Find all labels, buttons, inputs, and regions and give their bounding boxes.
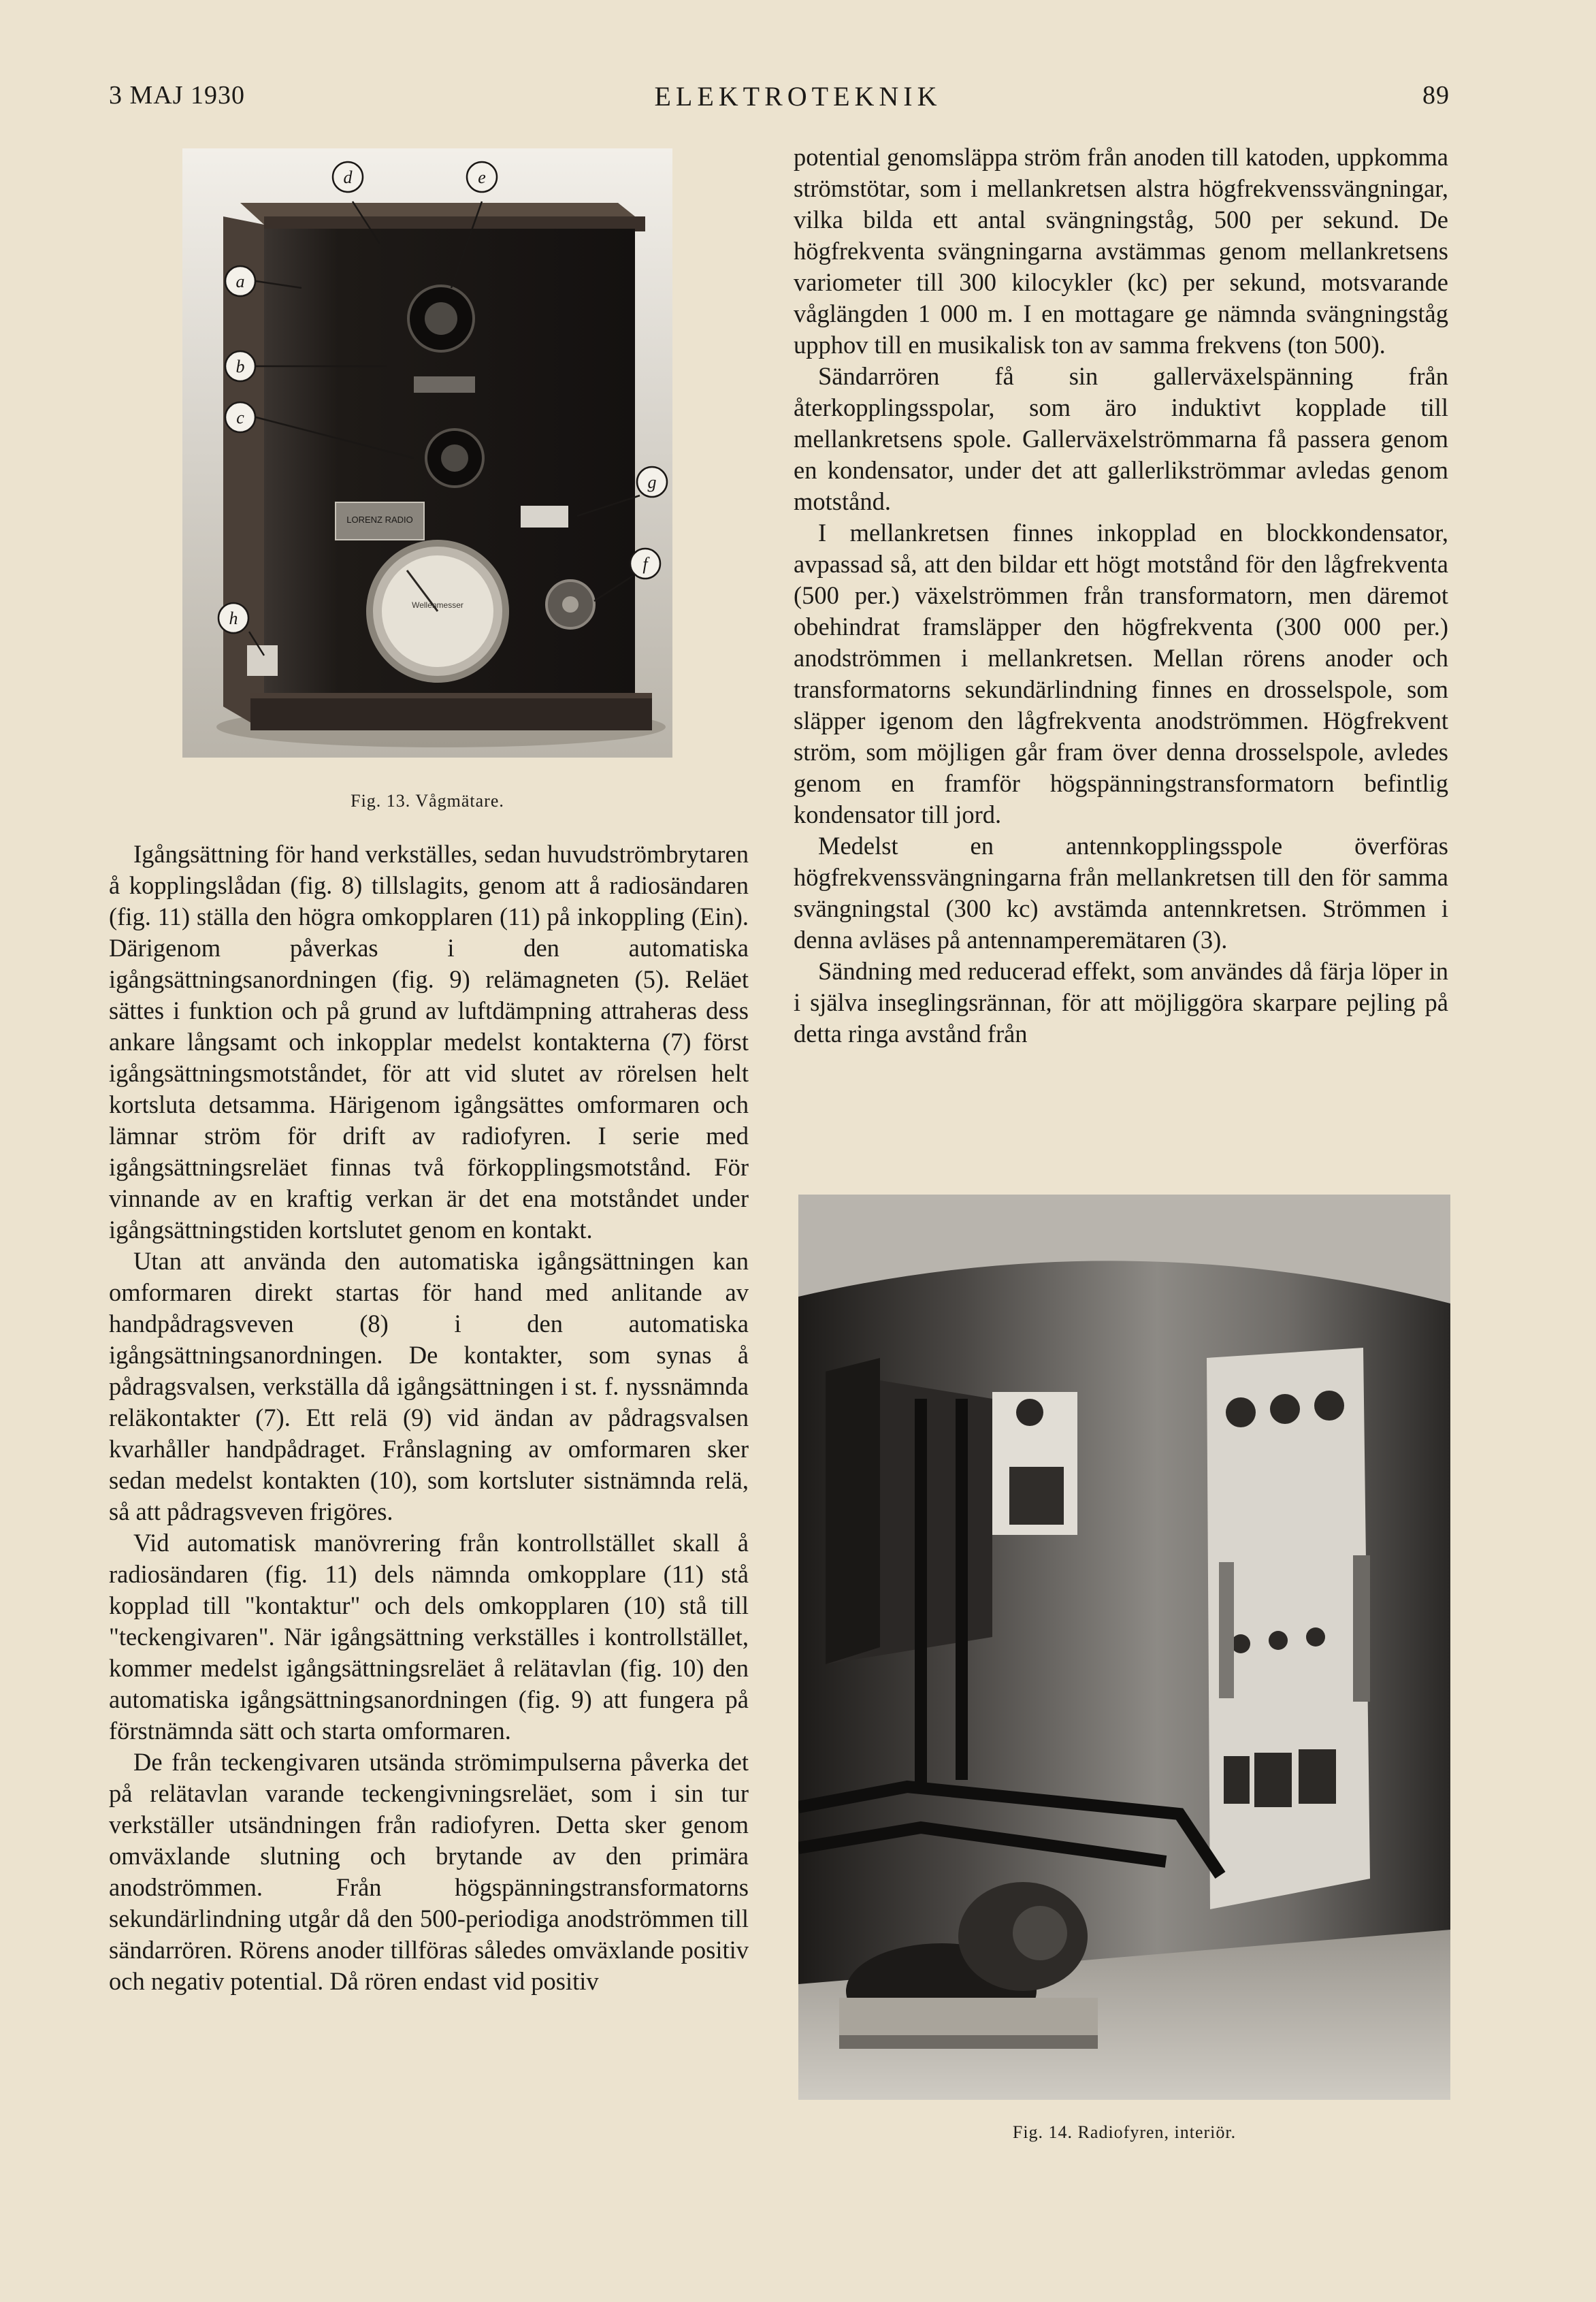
header-journal-title: ELEKTROTEKNIK	[654, 81, 942, 112]
paragraph: Igångsättning för hand verkställes, sedan huvudströmbrytaren å kopplingslådan (fig. 8) tillslagits, genom att å radiosändaren (fig. 11) ställa den högra omkopplaren (11) på inkoppling (Ein). Därigenom påverkas i den automatiska igångsättningsanordningen (fig. 9) relämagneten (5). Reläet sättes i funktion och på grund av luftdämpning attraheras dess ankare långsamt och inkopplar medelst kontakterna (7) först igångsättningsmotståndet, för att vid slutet av rörelsen helt kortsluta detsamma. Härigenom igångsättes omformaren och lämnar ström för drift av radiofyren. I serie med igångsättningsreläet finnas två förkopplingsmotstånd. För vinnande av en kraftig verkan är det ena motståndet under igångsättningstiden kortslutet genom en kontakt.	[109, 840, 749, 1244]
label-g: g	[647, 472, 657, 492]
paragraph: Sändarrören få sin gallerväxelspänning från återkopplingsspolar, som äro induktivt kopplade till mellankretsens spole. Gallerväxelströmmarna få passera genom en kondensator, under det att gallerlikströmmar avledas genom motstånd.	[794, 362, 1448, 515]
figure-13-caption: Fig. 13. Vågmätare.	[351, 791, 504, 811]
meter-dial-text: Wellenmesser	[412, 600, 463, 610]
label-a: a	[235, 272, 245, 291]
radio-beacon-interior-illustration	[798, 1195, 1450, 2100]
label-c: c	[236, 408, 244, 427]
paragraph: Utan att använda den automatiska igångsättningen kan omformaren direkt startas för hand med anlitande av handpådragsveven (8) i den automatiska igångsättningsanordningen. De kontakter, som synas å pådragsvalsen, verkställa då igångsättningen i st. f. nyssnämnda reläkontakter (7). Ett relä (9) vid ändan av pådragsvalsen kvarhåller handpådraget. Frånslagning av omformaren sker sedan medelst kontakten (10), som kortsluter sistnämnda relä, så att pådragsveven frigöres.	[109, 1247, 749, 1525]
label-f: f	[642, 554, 648, 574]
right-text-column	[794, 142, 1448, 1050]
label-b: b	[235, 357, 245, 376]
paragraph: Medelst en antennkopplingsspole överföras högfrekvenssvängningarna från mellankretsen till den för samma svängningstal (300 kc) avstämda antennkretsen. Strömmen i denna avläses på antennamperemätaren (3).	[794, 832, 1448, 954]
paragraph: potential genomsläppa ström från anoden till katoden, uppkomma strömstötar, som i mellankretsen alstra högfrekvenssvängningar, vilka bilda ett antal svängningståg, 500 per sekund. De högfrekventa svängningarna avstämmas genom mellankretsens variometer till 300 kilocykler (kc) per sekund, motsvarande våglängden 1 000 m. I en mottagare ge nämnda svängningståg upphov till en musikalisk ton av samma frekvens (ton 500).	[794, 143, 1448, 359]
figure-13-wave-meter-photo	[182, 148, 672, 758]
paragraph: Vid automatisk manövrering från kontrollstället skall å radiosändaren (fig. 11) dels nämnda omkopplare (11) stå kopplad till "kontaktur" och dels omkopplaren (10) stå till "teckengivaren". När igångsättning verkställes i kontrollstället, kommer medelst igångsättningsreläet å relätavlan (fig. 10) den automatiska igångsättningsanordningen (fig. 9) att fungera på förstnämnda sätt och starta omformaren.	[109, 1529, 749, 1745]
figure-14-radio-beacon-interior-photo	[798, 1195, 1450, 2100]
paragraph: I mellankretsen finnes inkopplad en blockkondensator, avpassad så, att den bildar ett högt motstånd för den lågfrekventa (500 per.) växelströmmen från transformatorn, men däremot obehindrat framsläpper den högfrekventa (300 000 per.) anodströmmen i mellankretsen. Mellan rörens anoder och transformatorns sekundärlindning finnes en drosselspole, som släpper igenom den lågfrekventa anodströmmen. Högfrekvent ström, som möjligen går fram över denna drosselspole, avledes genom en framför högspänningstransformatorn befintlig kondensator till jord.	[794, 519, 1448, 828]
label-e: e	[478, 167, 486, 187]
header-page-number: 89	[1422, 81, 1450, 110]
paragraph: De från teckengivaren utsända strömimpulserna påverka det på relätavlan varande teckengivningsreläet, som i sin tur verkställer utsändningen från radiofyren. Detta sker genom omväxlande slutning och brytande av den primära anodströmmen. Från högspänningstransformatorns sekundärlindning utgår då den 500-periodiga anodströmmen till sändarrören. Rörens anoder tillföras således omväxlande positiv och negativ potential. Då rören endast vid positiv	[109, 1748, 749, 1995]
label-d: d	[343, 167, 353, 187]
left-text-column	[109, 839, 749, 1997]
header-date: 3 MAJ 1930	[109, 81, 246, 110]
paragraph: Sändning med reducerad effekt, som användes då färja löper in i själva inseglingsrännan, för att möjliggöra skarpare pejling på detta ringa avstånd från	[794, 957, 1448, 1048]
wave-meter-illustration	[182, 148, 672, 758]
figure-14-caption: Fig. 14. Radiofyren, interiör.	[1012, 2122, 1237, 2142]
manufacturer-plate-text: LORENZ RADIO	[346, 515, 413, 525]
label-h: h	[229, 609, 238, 628]
